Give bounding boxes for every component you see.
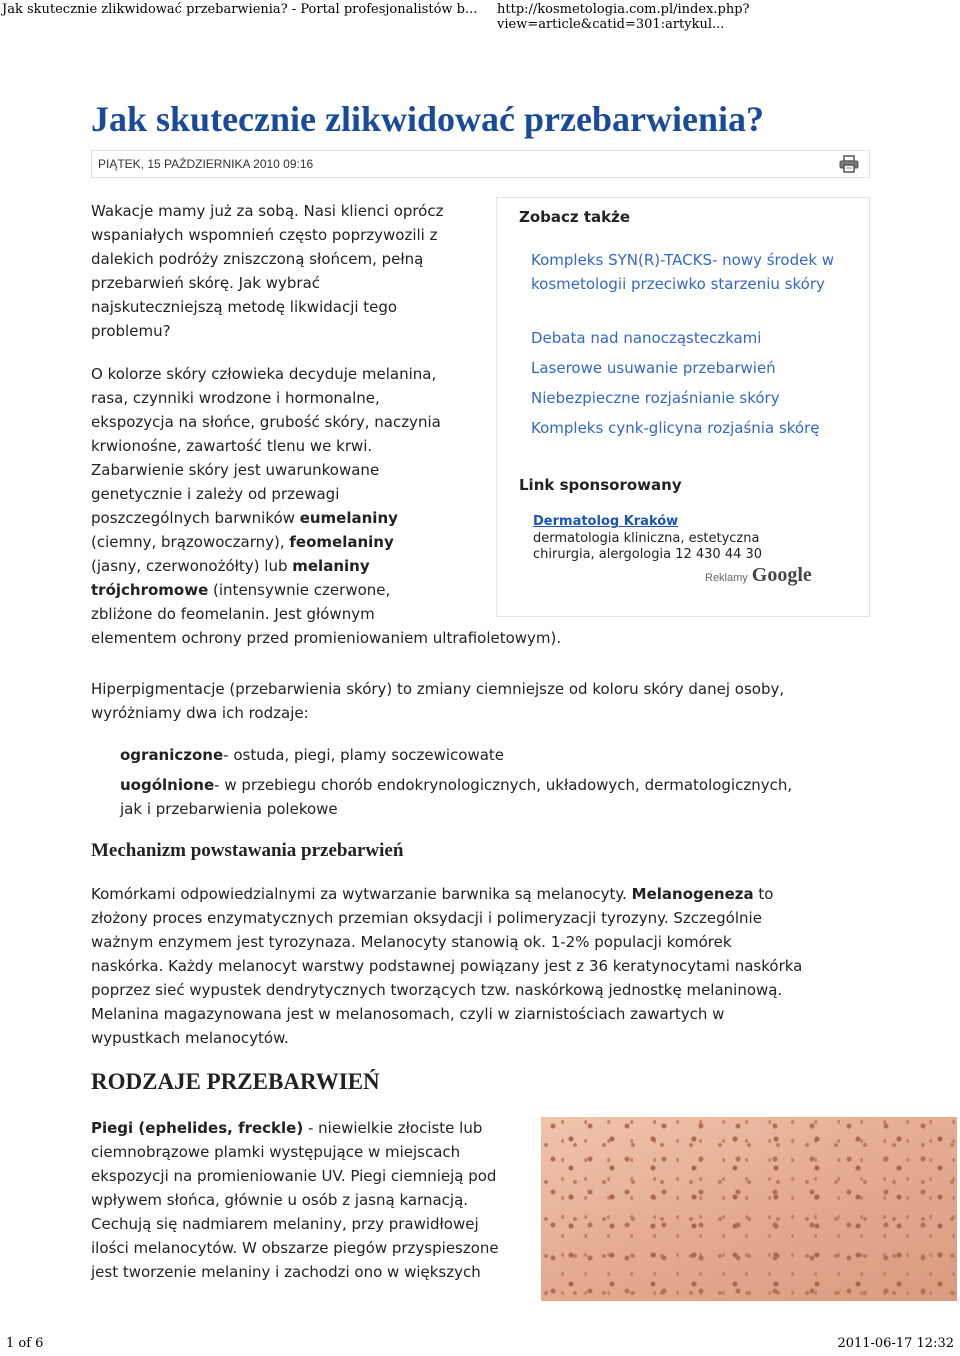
type-item-general: uogólnione- w przebiegu chorób endokrynologicznych, układowych, dermatologicznych, jak i przebarwienia polekowe [120,776,793,818]
see-also-link[interactable]: Debata nad nanocząsteczkami [531,329,762,347]
section-heading-types: RODZAJE PRZEBARWIEŃ [91,1069,380,1094]
see-also-heading: Zobacz także [519,208,631,226]
section-heading-mechanism: Mechanizm powstawania przebarwień [91,840,404,861]
print-timestamp: 2011-06-17 12:32 [837,1336,954,1351]
freckles-paragraph: Piegi (ephelides, freckle) - niewielkie złociste lub ciemnobrązowe plamki występujące w miejscach ekspozycji na promieniowanie UV. Piegi ciemnieją pod wpływem słońca, głównie u osób z jasną karnacją. Cechują się nadmiarem melaniny, przy prawidłowej ilości melanocytów. W obszarze piegów przyspieszone jest tworzenie melaniny i zachodzi ono w większych [91,1119,499,1281]
see-also-link[interactable]: Laserowe usuwanie przebarwień [531,359,776,377]
intro-paragraph: Wakacje mamy już za sobą. Nasi klienci oprócz wspaniałych wspomnień często poprzywozili z dalekich podróży zniszczoną słońcem, pełną przebarwień skórę. Jak wybrać najskuteczniejszą metodę likwidacji tego problemu? [91,202,444,340]
see-also-link[interactable]: Kompleks cynk-glicyna rozjaśnia skórę [531,419,820,437]
printer-icon[interactable] [839,155,859,177]
see-also-link[interactable]: Niebezpieczne rozjaśnianie skóry [531,389,780,407]
melanin-paragraph: O kolorze skóry człowieka decyduje melanina, rasa, czynniki wrodzone i hormonalne, ekspozycja na słońce, grubość skóry, naczynia krwionośne, zawartość tlenu we krwi. [91,365,441,455]
hyperpigmentation-paragraph: Hiperpigmentacje (przebarwienia skóry) to zmiany ciemniejsze od koloru skóry danej osoby, wyróżniamy dwa ich rodzaje: [91,680,785,722]
freckles-skin-photo [541,1117,957,1301]
page-counter: 1 of 6 [6,1336,44,1351]
pigment-paragraph: Zabarwienie skóry jest uwarunkowane genetycznie i zależy od przewagi poszczególnych barwników eumelaniny (ciemny, brązowoczarny), feomelaniny (jasny, czerwonożółty) lub melaniny trójchromowe (intensywnie czerwone, zbliżone do feomelanin. Jest głównym elementem ochrony przed promieniowaniem ultrafioletowym). [91,461,562,647]
print-header [0,0,960,32]
type-item-limited: ograniczone- ostuda, piegi, plamy soczewicowate [120,746,505,764]
article-date: PIĄTEK, 15 PAŹDZIERNIKA 2010 09:16 [98,157,314,171]
sidebar-box [496,197,870,617]
page-url[interactable]: http://kosmetologia.com.pl/index.php?view=article&catid=301:artykul... [497,2,750,32]
sponsored-heading: Link sponsorowany [519,476,682,494]
article-title: Jak skutecznie zlikwidować przebarwienia? [91,99,764,139]
google-ads-logo[interactable]: Reklamy Google [705,564,812,586]
ad-description: dermatologia kliniczna, estetyczna chirurgia, alergologia 12 430 44 30 [533,531,763,562]
see-also-link[interactable]: Kompleks SYN(R)-TACKS- nowy środek w kosmetologii przeciwko starzeniu skóry [531,251,835,293]
ad-title-link[interactable]: Dermatolog Kraków [533,514,679,529]
article-meta-bar [91,150,870,178]
mechanism-paragraph: Komórkami odpowiedzialnymi za wytwarzanie barwnika są melanocyty. Melanogeneza to złożony proces enzymatycznych przemian oksydacji i polimeryzacji tyrozyny. Szczególnie ważnym enzymem jest tyrozynaza. Melanocyty stanowią ok. 1-2% populacji komórek naskórka. Każdy melanocyt warstwy podstawnej powiązany jest z 36 keratynocytami naskórka poprzez sieć wypustek dendrytycznych tworzących tzw. naskórkową jednostkę melaninową. Melanina magazynowana jest w melanosomach, czyli w ziarnistościach zawartych w wypustkach melanocytów. [91,885,803,1047]
page-title-header: Jak skutecznie zlikwidować przebarwienia? - Portal profesjonalistów b... [2,2,478,17]
